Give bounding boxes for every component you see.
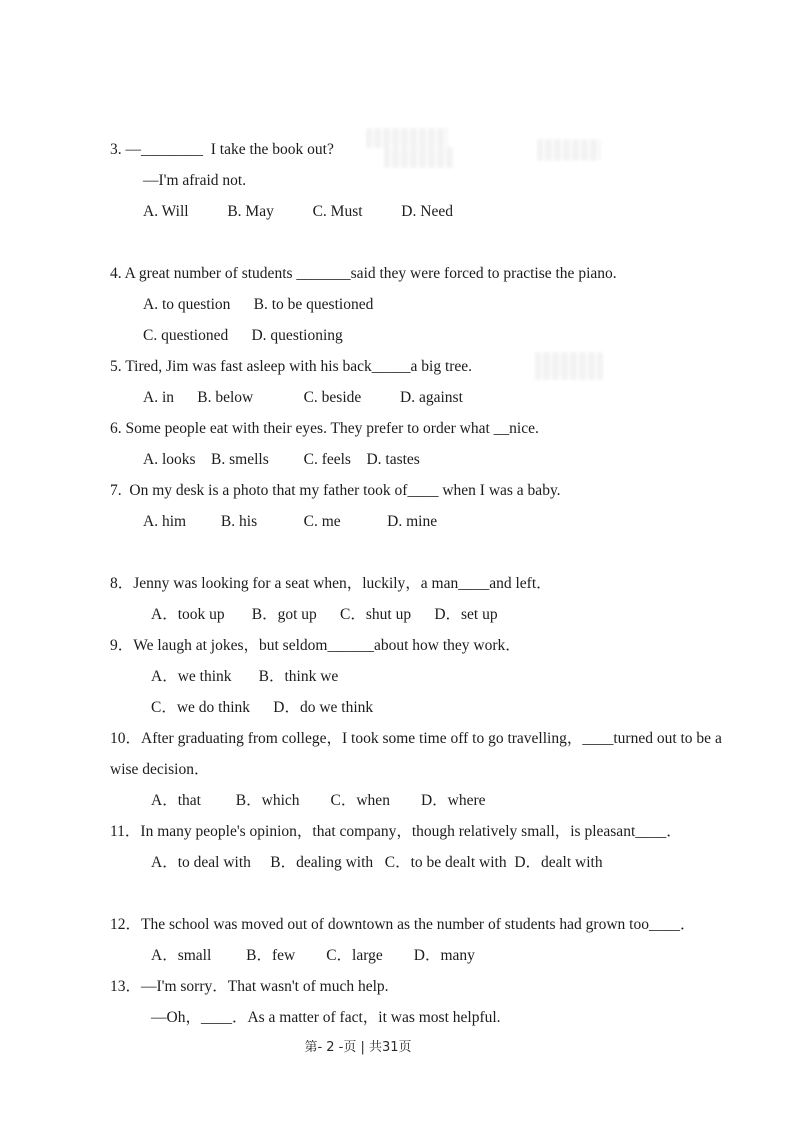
- question-11-stem: 11．In many people's opinion，that company，though relatively small，is pleasant____．: [110, 823, 682, 840]
- question-6-options: A. looks B. smells C. feels D. tastes: [143, 451, 420, 468]
- question-7-stem: 7. On my desk is a photo that my father took of____ when I was a baby.: [110, 482, 561, 499]
- question-8-stem: 8．Jenny was looking for a seat when，luckily，a man____and left．: [110, 575, 552, 592]
- question-9-options-cd: C．we do think D．do we think: [151, 699, 374, 716]
- question-4-stem: 4. A great number of students _______said they were forced to practise the piano.: [110, 265, 617, 282]
- question-11-options: A．to deal with B．dealing with C．to be dealt with D．dealt with: [151, 854, 603, 871]
- question-10-options: A．that B．which C．when D．where: [151, 792, 486, 809]
- question-3-options: A. Will B. May C. Must D. Need: [143, 203, 453, 220]
- page-footer: [0, 1036, 716, 1055]
- question-12-stem: 12．The school was moved out of downtown as the number of students had grown too____．: [110, 916, 696, 933]
- question-3-reply: —I'm afraid not.: [143, 172, 247, 189]
- question-4-options-cd: C. questioned D. questioning: [143, 327, 343, 344]
- question-13-stem-line2: —Oh，____．As a matter of fact，it was most helpful.: [151, 1009, 501, 1026]
- question-6-stem: 6. Some people eat with their eyes. They prefer to order what __nice.: [110, 420, 539, 437]
- question-12-options: A．small B．few C．large D．many: [151, 947, 475, 964]
- question-7-options: A. him B. his C. me D. mine: [143, 513, 438, 530]
- question-5-options: A. in B. below C. beside D. against: [143, 389, 463, 406]
- question-10-stem-line2: wise decision．: [110, 761, 210, 778]
- exam-questions: [110, 134, 780, 1033]
- question-9-stem: 9．We laugh at jokes，but seldom______about how they work．: [110, 637, 521, 654]
- question-10-stem-line1: 10．After graduating from college，I took some time off to go travelling，____turned out to be a: [110, 730, 722, 747]
- question-3-stem: 3. —________ I take the book out?: [110, 141, 334, 158]
- question-5-stem: 5. Tired, Jim was fast asleep with his back_____a big tree.: [110, 358, 473, 375]
- question-9-options-ab: A．we think B．think we: [151, 668, 339, 685]
- page-number-text: 第- 2 -页 | 共31页: [304, 1040, 412, 1055]
- question-13-stem-line1: 13．—I'm sorry．That wasn't of much help.: [110, 978, 389, 995]
- question-4-options-ab: A. to question B. to be questioned: [143, 296, 374, 313]
- question-8-options: A．took up B．got up C．shut up D．set up: [151, 606, 498, 623]
